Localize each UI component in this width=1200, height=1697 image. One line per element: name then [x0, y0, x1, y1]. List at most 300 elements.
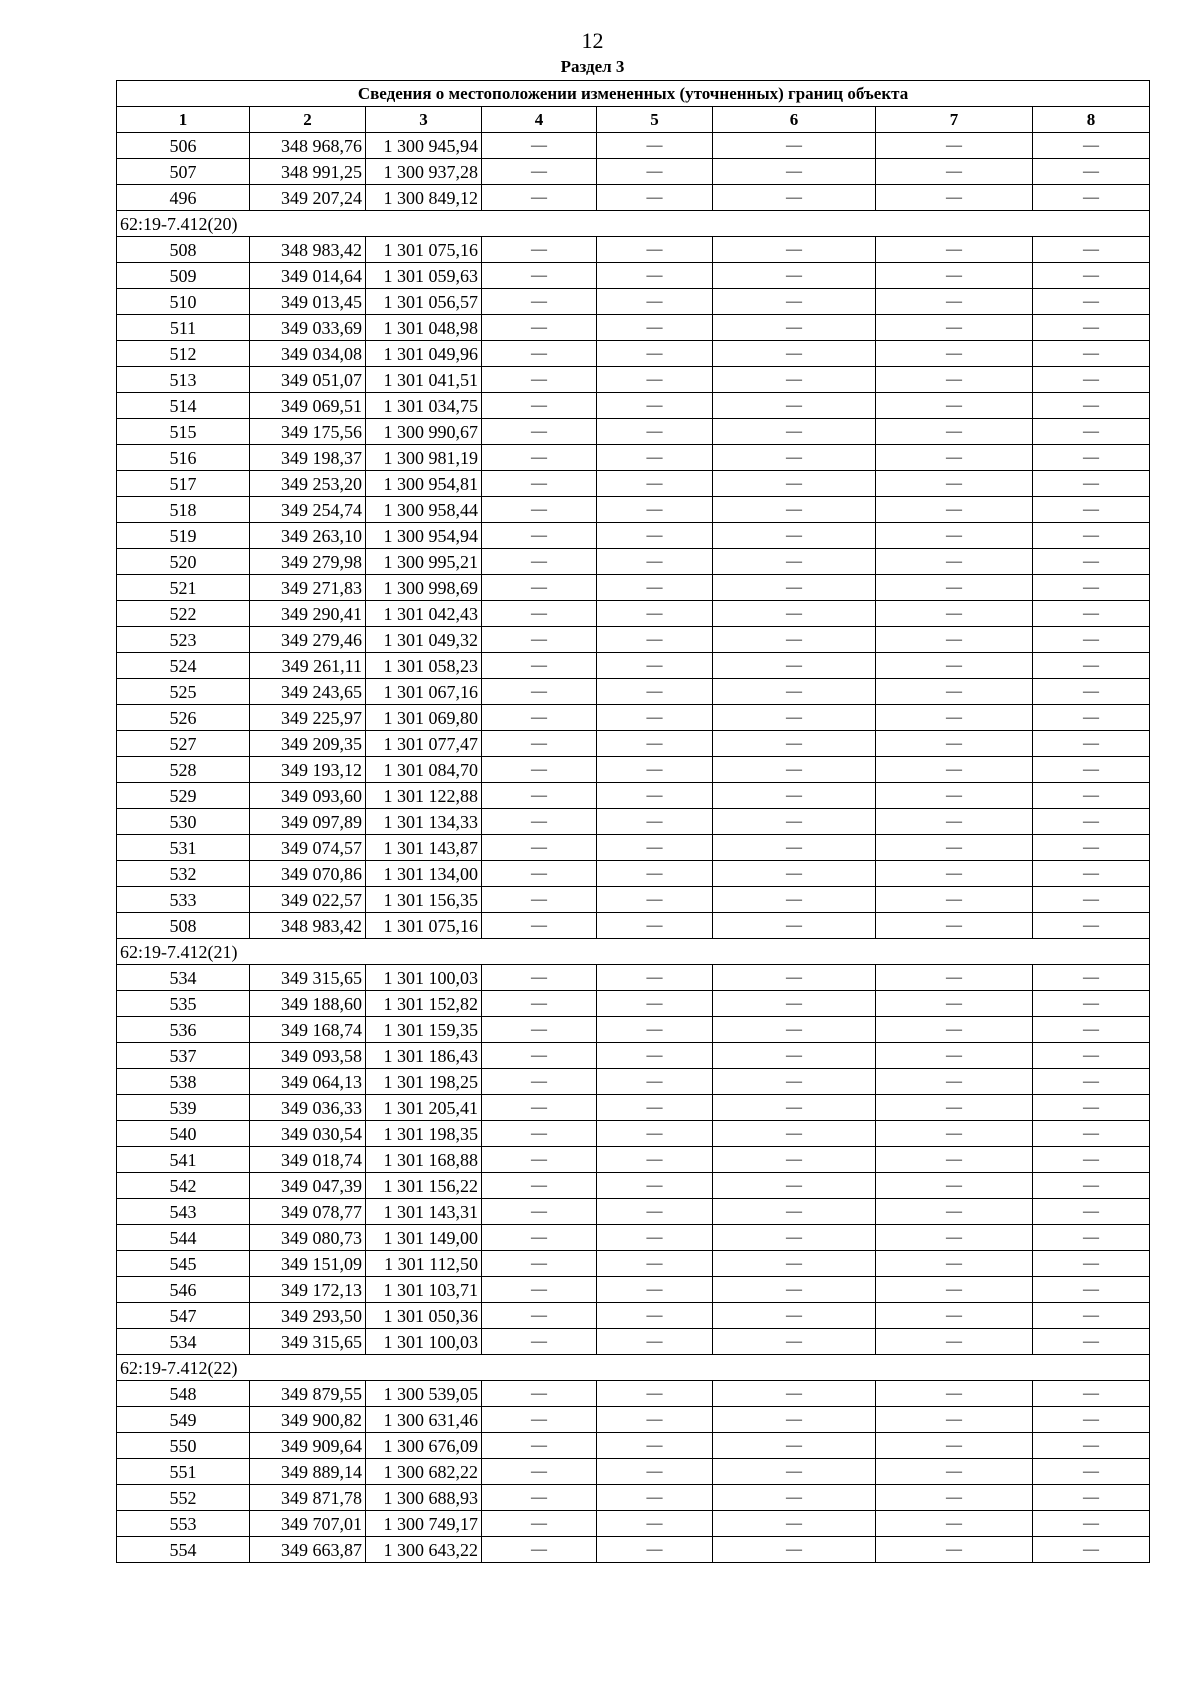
coordinate-x: 349 078,77 — [250, 1199, 366, 1225]
empty-value-dash: — — [597, 549, 713, 575]
point-number: 548 — [117, 1381, 250, 1407]
empty-value-dash: — — [597, 627, 713, 653]
empty-value-dash: — — [876, 341, 1033, 367]
empty-value-dash: — — [597, 1485, 713, 1511]
empty-value-dash: — — [713, 1485, 876, 1511]
empty-value-dash: — — [482, 1277, 597, 1303]
point-number: 549 — [117, 1407, 250, 1433]
empty-value-dash: — — [1033, 1537, 1150, 1563]
table-row — [117, 861, 1150, 887]
coordinate-y: 1 301 059,63 — [366, 263, 482, 289]
point-number: 518 — [117, 497, 250, 523]
empty-value-dash: — — [876, 783, 1033, 809]
coordinate-x: 349 034,08 — [250, 341, 366, 367]
empty-value-dash: — — [482, 549, 597, 575]
empty-value-dash: — — [713, 991, 876, 1017]
point-number: 523 — [117, 627, 250, 653]
coordinate-x: 349 889,14 — [250, 1459, 366, 1485]
point-number: 538 — [117, 1069, 250, 1095]
coordinate-x: 349 047,39 — [250, 1173, 366, 1199]
coordinate-x: 349 172,13 — [250, 1277, 366, 1303]
coordinate-x: 349 175,56 — [250, 419, 366, 445]
table-row — [117, 133, 1150, 159]
table-row — [117, 601, 1150, 627]
point-number: 551 — [117, 1459, 250, 1485]
table-row — [117, 653, 1150, 679]
coordinate-y: 1 301 159,35 — [366, 1017, 482, 1043]
empty-value-dash: — — [597, 1277, 713, 1303]
empty-value-dash: — — [876, 809, 1033, 835]
empty-value-dash: — — [876, 1017, 1033, 1043]
coordinate-y: 1 301 143,31 — [366, 1199, 482, 1225]
empty-value-dash: — — [876, 315, 1033, 341]
empty-value-dash: — — [713, 263, 876, 289]
empty-value-dash: — — [482, 1043, 597, 1069]
empty-value-dash: — — [597, 419, 713, 445]
empty-value-dash: — — [713, 1017, 876, 1043]
point-number: 553 — [117, 1511, 250, 1537]
empty-value-dash: — — [713, 1173, 876, 1199]
empty-value-dash: — — [597, 913, 713, 939]
empty-value-dash: — — [713, 1511, 876, 1537]
table-row — [117, 1537, 1150, 1563]
table-row — [117, 1511, 1150, 1537]
empty-value-dash: — — [1033, 809, 1150, 835]
coordinate-y: 1 301 134,00 — [366, 861, 482, 887]
point-number: 544 — [117, 1225, 250, 1251]
empty-value-dash: — — [713, 315, 876, 341]
coordinate-y: 1 300 631,46 — [366, 1407, 482, 1433]
empty-value-dash: — — [482, 1199, 597, 1225]
coordinate-y: 1 301 198,35 — [366, 1121, 482, 1147]
empty-value-dash: — — [1033, 1173, 1150, 1199]
empty-value-dash: — — [482, 289, 597, 315]
empty-value-dash: — — [482, 185, 597, 211]
empty-value-dash: — — [876, 471, 1033, 497]
empty-value-dash: — — [482, 601, 597, 627]
empty-value-dash: — — [1033, 653, 1150, 679]
empty-value-dash: — — [1033, 887, 1150, 913]
coordinate-y: 1 300 998,69 — [366, 575, 482, 601]
table-row — [117, 887, 1150, 913]
coordinate-x: 349 193,12 — [250, 757, 366, 783]
empty-value-dash: — — [1033, 159, 1150, 185]
coordinate-x: 349 168,74 — [250, 1017, 366, 1043]
empty-value-dash: — — [876, 1095, 1033, 1121]
coordinate-y: 1 301 134,33 — [366, 809, 482, 835]
coordinate-y: 1 300 682,22 — [366, 1459, 482, 1485]
table-row — [117, 835, 1150, 861]
table-row — [117, 731, 1150, 757]
empty-value-dash: — — [876, 1251, 1033, 1277]
empty-value-dash: — — [713, 367, 876, 393]
empty-value-dash: — — [482, 1433, 597, 1459]
point-number: 508 — [117, 237, 250, 263]
empty-value-dash: — — [876, 1225, 1033, 1251]
point-number: 550 — [117, 1433, 250, 1459]
empty-value-dash: — — [1033, 991, 1150, 1017]
empty-value-dash: — — [482, 991, 597, 1017]
empty-value-dash: — — [597, 1147, 713, 1173]
point-number: 513 — [117, 367, 250, 393]
empty-value-dash: — — [1033, 1459, 1150, 1485]
empty-value-dash: — — [1033, 1251, 1150, 1277]
empty-value-dash: — — [713, 393, 876, 419]
coordinate-y: 1 301 122,88 — [366, 783, 482, 809]
coordinate-x: 349 315,65 — [250, 1329, 366, 1355]
coordinate-y: 1 301 149,00 — [366, 1225, 482, 1251]
empty-value-dash: — — [597, 1017, 713, 1043]
empty-value-dash: — — [482, 133, 597, 159]
empty-value-dash: — — [876, 1407, 1033, 1433]
empty-value-dash: — — [713, 705, 876, 731]
empty-value-dash: — — [597, 757, 713, 783]
table-row — [117, 1381, 1150, 1407]
empty-value-dash: — — [597, 887, 713, 913]
empty-value-dash: — — [1033, 497, 1150, 523]
empty-value-dash: — — [713, 133, 876, 159]
coordinate-x: 349 209,35 — [250, 731, 366, 757]
empty-value-dash: — — [713, 679, 876, 705]
empty-value-dash: — — [1033, 549, 1150, 575]
point-number: 541 — [117, 1147, 250, 1173]
empty-value-dash: — — [482, 809, 597, 835]
empty-value-dash: — — [482, 393, 597, 419]
empty-value-dash: — — [597, 1199, 713, 1225]
object-group-row — [117, 939, 1150, 965]
coordinate-y: 1 300 749,17 — [366, 1511, 482, 1537]
empty-value-dash: — — [713, 861, 876, 887]
empty-value-dash: — — [1033, 783, 1150, 809]
table-row — [117, 679, 1150, 705]
coordinate-x: 349 663,87 — [250, 1537, 366, 1563]
point-number: 547 — [117, 1303, 250, 1329]
boundary-coordinates-table — [116, 80, 1150, 1563]
empty-value-dash: — — [597, 1251, 713, 1277]
empty-value-dash: — — [482, 705, 597, 731]
empty-value-dash: — — [713, 601, 876, 627]
point-number: 529 — [117, 783, 250, 809]
empty-value-dash: — — [713, 445, 876, 471]
empty-value-dash: — — [1033, 1095, 1150, 1121]
coordinate-x: 349 271,83 — [250, 575, 366, 601]
coordinate-x: 349 080,73 — [250, 1225, 366, 1251]
empty-value-dash: — — [482, 523, 597, 549]
empty-value-dash: — — [713, 913, 876, 939]
coordinate-y: 1 300 945,94 — [366, 133, 482, 159]
empty-value-dash: — — [597, 471, 713, 497]
coordinate-x: 349 014,64 — [250, 263, 366, 289]
empty-value-dash: — — [713, 471, 876, 497]
empty-value-dash: — — [597, 1329, 713, 1355]
coordinate-y: 1 301 143,87 — [366, 835, 482, 861]
coordinate-y: 1 301 152,82 — [366, 991, 482, 1017]
empty-value-dash: — — [713, 159, 876, 185]
empty-value-dash: — — [1033, 1043, 1150, 1069]
column-number: 3 — [366, 107, 482, 133]
empty-value-dash: — — [597, 1069, 713, 1095]
coordinate-x: 349 030,54 — [250, 1121, 366, 1147]
empty-value-dash: — — [713, 497, 876, 523]
table-row — [117, 471, 1150, 497]
empty-value-dash: — — [1033, 523, 1150, 549]
table-row — [117, 783, 1150, 809]
coordinate-y: 1 301 112,50 — [366, 1251, 482, 1277]
empty-value-dash: — — [597, 809, 713, 835]
empty-value-dash: — — [1033, 601, 1150, 627]
column-number: 6 — [713, 107, 876, 133]
empty-value-dash: — — [876, 133, 1033, 159]
coordinate-y: 1 300 676,09 — [366, 1433, 482, 1459]
empty-value-dash: — — [482, 1147, 597, 1173]
empty-value-dash: — — [597, 731, 713, 757]
empty-value-dash: — — [597, 601, 713, 627]
empty-value-dash: — — [482, 861, 597, 887]
empty-value-dash: — — [713, 627, 876, 653]
empty-value-dash: — — [1033, 1147, 1150, 1173]
empty-value-dash: — — [876, 1329, 1033, 1355]
empty-value-dash: — — [597, 1043, 713, 1069]
empty-value-dash: — — [482, 913, 597, 939]
empty-value-dash: — — [597, 341, 713, 367]
empty-value-dash: — — [713, 419, 876, 445]
table-row — [117, 263, 1150, 289]
table-row — [117, 1459, 1150, 1485]
coordinate-x: 348 968,76 — [250, 133, 366, 159]
coordinate-x: 349 909,64 — [250, 1433, 366, 1459]
coordinate-y: 1 300 849,12 — [366, 185, 482, 211]
coordinate-x: 349 022,57 — [250, 887, 366, 913]
coordinate-y: 1 300 954,81 — [366, 471, 482, 497]
point-number: 552 — [117, 1485, 250, 1511]
empty-value-dash: — — [713, 1147, 876, 1173]
table-row — [117, 1199, 1150, 1225]
empty-value-dash: — — [1033, 367, 1150, 393]
table-row — [117, 1095, 1150, 1121]
coordinate-y: 1 301 049,32 — [366, 627, 482, 653]
point-number: 535 — [117, 991, 250, 1017]
empty-value-dash: — — [482, 1381, 597, 1407]
empty-value-dash: — — [597, 679, 713, 705]
coordinate-y: 1 301 048,98 — [366, 315, 482, 341]
table-row — [117, 705, 1150, 731]
empty-value-dash: — — [482, 1459, 597, 1485]
empty-value-dash: — — [1033, 471, 1150, 497]
coordinate-x: 349 261,11 — [250, 653, 366, 679]
empty-value-dash: — — [876, 653, 1033, 679]
empty-value-dash: — — [713, 185, 876, 211]
empty-value-dash: — — [876, 601, 1033, 627]
empty-value-dash: — — [876, 1381, 1033, 1407]
empty-value-dash: — — [713, 809, 876, 835]
empty-value-dash: — — [482, 445, 597, 471]
empty-value-dash: — — [482, 887, 597, 913]
empty-value-dash: — — [482, 1251, 597, 1277]
coordinate-x: 349 243,65 — [250, 679, 366, 705]
empty-value-dash: — — [1033, 341, 1150, 367]
coordinate-x: 349 074,57 — [250, 835, 366, 861]
table-row — [117, 1147, 1150, 1173]
empty-value-dash: — — [597, 1511, 713, 1537]
empty-value-dash: — — [1033, 1433, 1150, 1459]
coordinate-x: 349 151,09 — [250, 1251, 366, 1277]
point-number: 521 — [117, 575, 250, 601]
point-number: 533 — [117, 887, 250, 913]
empty-value-dash: — — [876, 1121, 1033, 1147]
coordinate-x: 349 069,51 — [250, 393, 366, 419]
coordinate-y: 1 300 954,94 — [366, 523, 482, 549]
table-row — [117, 237, 1150, 263]
coordinate-x: 348 991,25 — [250, 159, 366, 185]
point-number: 507 — [117, 159, 250, 185]
empty-value-dash: — — [876, 705, 1033, 731]
empty-value-dash: — — [1033, 237, 1150, 263]
empty-value-dash: — — [876, 419, 1033, 445]
point-number: 522 — [117, 601, 250, 627]
table-caption: Сведения о местоположении измененных (уточненных) границ объекта — [117, 81, 1150, 107]
empty-value-dash: — — [482, 1537, 597, 1563]
coordinate-y: 1 301 103,71 — [366, 1277, 482, 1303]
point-number: 511 — [117, 315, 250, 341]
empty-value-dash: — — [876, 679, 1033, 705]
empty-value-dash: — — [1033, 627, 1150, 653]
empty-value-dash: — — [876, 1303, 1033, 1329]
coordinate-y: 1 301 050,36 — [366, 1303, 482, 1329]
empty-value-dash: — — [482, 1017, 597, 1043]
empty-value-dash: — — [876, 1459, 1033, 1485]
empty-value-dash: — — [1033, 679, 1150, 705]
coordinate-x: 349 871,78 — [250, 1485, 366, 1511]
empty-value-dash: — — [1033, 1199, 1150, 1225]
empty-value-dash: — — [597, 861, 713, 887]
empty-value-dash: — — [482, 1407, 597, 1433]
empty-value-dash: — — [482, 1095, 597, 1121]
empty-value-dash: — — [1033, 1381, 1150, 1407]
empty-value-dash: — — [1033, 1225, 1150, 1251]
empty-value-dash: — — [597, 1459, 713, 1485]
table-row — [117, 913, 1150, 939]
coordinate-y: 1 301 056,57 — [366, 289, 482, 315]
coordinate-y: 1 301 100,03 — [366, 965, 482, 991]
empty-value-dash: — — [482, 575, 597, 601]
coordinate-y: 1 301 084,70 — [366, 757, 482, 783]
point-number: 512 — [117, 341, 250, 367]
coordinate-y: 1 301 156,22 — [366, 1173, 482, 1199]
table-row — [117, 523, 1150, 549]
table-row — [117, 1277, 1150, 1303]
coordinate-x: 349 093,60 — [250, 783, 366, 809]
point-number: 496 — [117, 185, 250, 211]
empty-value-dash: — — [876, 835, 1033, 861]
empty-value-dash: — — [876, 627, 1033, 653]
empty-value-dash: — — [482, 497, 597, 523]
empty-value-dash: — — [597, 289, 713, 315]
empty-value-dash: — — [876, 731, 1033, 757]
empty-value-dash: — — [713, 1459, 876, 1485]
coordinate-y: 1 301 186,43 — [366, 1043, 482, 1069]
coordinate-y: 1 301 067,16 — [366, 679, 482, 705]
table-row — [117, 1017, 1150, 1043]
point-number: 554 — [117, 1537, 250, 1563]
empty-value-dash: — — [597, 1095, 713, 1121]
empty-value-dash: — — [713, 1433, 876, 1459]
empty-value-dash: — — [482, 419, 597, 445]
point-number: 537 — [117, 1043, 250, 1069]
point-number: 531 — [117, 835, 250, 861]
empty-value-dash: — — [482, 731, 597, 757]
empty-value-dash: — — [597, 185, 713, 211]
empty-value-dash: — — [713, 1381, 876, 1407]
empty-value-dash: — — [1033, 1407, 1150, 1433]
empty-value-dash: — — [1033, 133, 1150, 159]
coordinate-x: 349 036,33 — [250, 1095, 366, 1121]
empty-value-dash: — — [597, 393, 713, 419]
coordinate-x: 349 293,50 — [250, 1303, 366, 1329]
table-row — [117, 185, 1150, 211]
point-number: 534 — [117, 1329, 250, 1355]
column-number: 7 — [876, 107, 1033, 133]
empty-value-dash: — — [597, 835, 713, 861]
table-row — [117, 1173, 1150, 1199]
point-number: 540 — [117, 1121, 250, 1147]
empty-value-dash: — — [482, 159, 597, 185]
empty-value-dash: — — [597, 1173, 713, 1199]
empty-value-dash: — — [1033, 861, 1150, 887]
empty-value-dash: — — [876, 1147, 1033, 1173]
point-number: 519 — [117, 523, 250, 549]
empty-value-dash: — — [876, 237, 1033, 263]
empty-value-dash: — — [597, 575, 713, 601]
table-row — [117, 1225, 1150, 1251]
empty-value-dash: — — [597, 653, 713, 679]
empty-value-dash: — — [713, 1069, 876, 1095]
table-row — [117, 1043, 1150, 1069]
empty-value-dash: — — [1033, 757, 1150, 783]
coordinate-x: 349 198,37 — [250, 445, 366, 471]
empty-value-dash: — — [597, 783, 713, 809]
table-row — [117, 1329, 1150, 1355]
empty-value-dash: — — [1033, 263, 1150, 289]
empty-value-dash: — — [713, 1537, 876, 1563]
point-number: 546 — [117, 1277, 250, 1303]
table-row — [117, 991, 1150, 1017]
empty-value-dash: — — [597, 237, 713, 263]
empty-value-dash: — — [876, 159, 1033, 185]
coordinate-y: 1 301 100,03 — [366, 1329, 482, 1355]
empty-value-dash: — — [1033, 1329, 1150, 1355]
coordinate-x: 349 279,46 — [250, 627, 366, 653]
coordinate-y: 1 300 937,28 — [366, 159, 482, 185]
point-number: 534 — [117, 965, 250, 991]
point-number: 517 — [117, 471, 250, 497]
empty-value-dash: — — [876, 1511, 1033, 1537]
object-identifier: 62:19-7.412(22) — [117, 1355, 1150, 1381]
point-number: 508 — [117, 913, 250, 939]
empty-value-dash: — — [713, 523, 876, 549]
empty-value-dash: — — [597, 991, 713, 1017]
coordinate-x: 349 207,24 — [250, 185, 366, 211]
coordinate-x: 349 707,01 — [250, 1511, 366, 1537]
table-row — [117, 757, 1150, 783]
empty-value-dash: — — [713, 1251, 876, 1277]
empty-value-dash: — — [713, 1407, 876, 1433]
empty-value-dash: — — [876, 965, 1033, 991]
empty-value-dash: — — [876, 913, 1033, 939]
empty-value-dash: — — [876, 757, 1033, 783]
empty-value-dash: — — [713, 237, 876, 263]
coordinate-x: 349 070,86 — [250, 861, 366, 887]
table-row — [117, 497, 1150, 523]
